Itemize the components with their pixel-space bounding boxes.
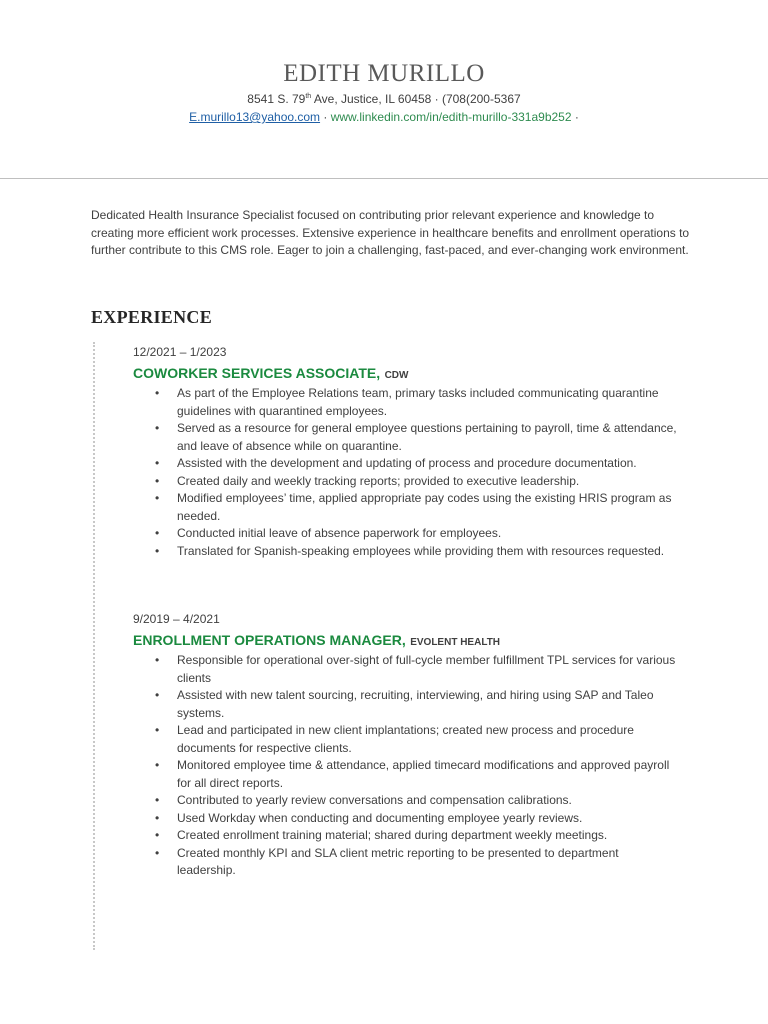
bullet-item: • Created monthly KPI and SLA client metric reporting to be presented to department leadership. bbox=[133, 845, 677, 880]
link-separator: · bbox=[320, 110, 331, 124]
email-link[interactable]: E.murillo13@yahoo.com bbox=[189, 110, 321, 124]
job-bullets bbox=[133, 652, 693, 880]
job-employer: CDW bbox=[384, 370, 409, 381]
job-dates: 9/2019 – 4/2021 bbox=[133, 612, 220, 626]
header-divider bbox=[0, 178, 768, 179]
bullet-item: • Monitored employee time & attendance, applied timecard modifications and approved payroll for all direct reports. bbox=[133, 757, 677, 792]
bullet-item: • Used Workday when conducting and documenting employee yearly reviews. bbox=[133, 810, 677, 828]
job-dates: 12/2021 – 1/2023 bbox=[133, 345, 227, 359]
bullet-item: • Served as a resource for general employee questions pertaining to payroll, time & attendance, and leave of absence while on quarantine. bbox=[133, 420, 677, 455]
bullet-item: • As part of the Employee Relations team, primary tasks included communicating quarantine guidelines with quarantined employees. bbox=[133, 385, 677, 420]
professional-summary: Dedicated Health Insurance Specialist focused on contributing prior relevant experience and knowledge to creating more efficient work processes. Extensive experience in healthcare benefits and enrollment operations to further contribute to this CMS role. Eager to join a challenging, fast-paced, and ever-changing work environment. bbox=[91, 208, 690, 257]
job-entry bbox=[133, 610, 693, 880]
bullet-item: • Lead and participated in new client implantations; created new process and procedure documents for respective clients. bbox=[133, 722, 677, 757]
bullet-item: • Modified employees’ time, applied appropriate pay codes using the existing HRIS program as needed. bbox=[133, 490, 677, 525]
job-title: ENROLLMENT OPERATIONS MANAGER, bbox=[133, 632, 406, 648]
address-street: 8541 S. 79 bbox=[247, 92, 306, 106]
job-bullets bbox=[133, 385, 693, 560]
contact-links bbox=[0, 110, 768, 124]
bullet-item: • Conducted initial leave of absence paperwork for employees. bbox=[133, 525, 677, 543]
experience-dotted-rule bbox=[93, 342, 95, 950]
job-entry bbox=[133, 343, 693, 560]
job-title: COWORKER SERVICES ASSOCIATE, bbox=[133, 365, 381, 381]
bullet-item: • Contributed to yearly review conversations and compensation calibrations. bbox=[133, 792, 677, 810]
job-title-line bbox=[133, 363, 693, 383]
bullet-item: • Responsible for operational over-sight of full-cycle member fulfillment TPL services for various clients bbox=[133, 652, 677, 687]
bullet-item: • Assisted with new talent sourcing, recruiting, interviewing, and hiring using SAP and Taleo systems. bbox=[133, 687, 677, 722]
job-employer: EVOLENT HEALTH bbox=[410, 637, 501, 648]
job-title-line bbox=[133, 630, 693, 650]
bullet-item: • Assisted with the development and updating of process and procedure documentation. bbox=[133, 455, 677, 473]
address-rest: Ave, Justice, IL 60458 · (708(200-5367 bbox=[311, 92, 521, 106]
linkedin-link[interactable]: www.linkedin.com/in/edith-murillo-331a9b252 bbox=[330, 110, 572, 124]
bullet-item: • Created enrollment training material; shared during department weekly meetings. bbox=[133, 827, 677, 845]
candidate-name: EDITH MURILLO bbox=[283, 60, 485, 87]
bullet-item: • Translated for Spanish-speaking employees while providing them with resources requested. bbox=[133, 543, 677, 561]
address-ordinal-suffix: th bbox=[305, 93, 312, 100]
trailing-separator: · bbox=[571, 110, 579, 124]
experience-heading: EXPERIENCE bbox=[91, 307, 213, 327]
contact-address bbox=[0, 92, 768, 106]
bullet-item: • Created daily and weekly tracking reports; provided to executive leadership. bbox=[133, 473, 677, 491]
